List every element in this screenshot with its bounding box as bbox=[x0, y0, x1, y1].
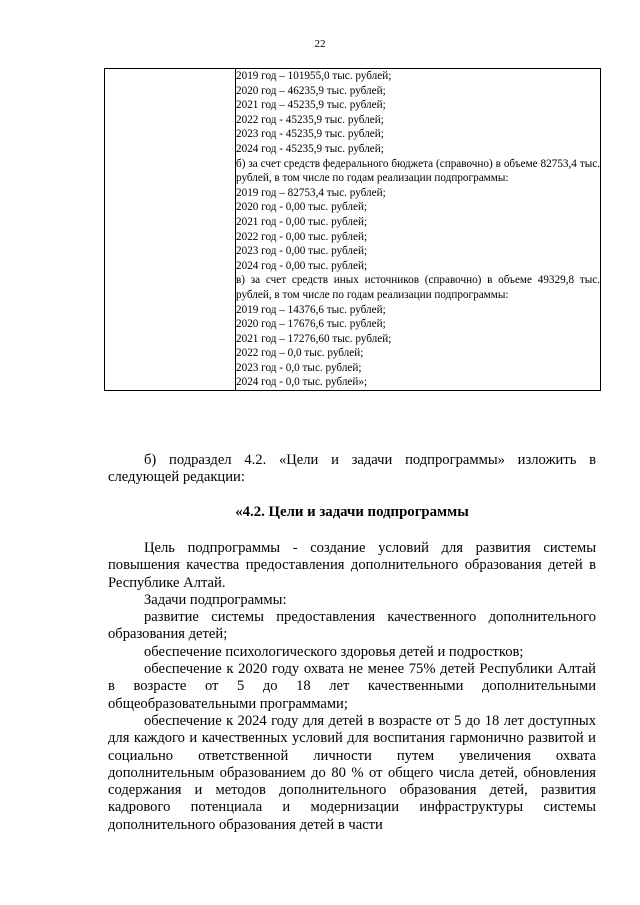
federal-budget-intro: б) за счет средств федерального бюджета (справочно) в объеме 82753,4 тыс. рублей, в том числе по годам реализации подпрограммы: bbox=[236, 157, 600, 185]
funding-line: 2020 год – 17676,6 тыс. рублей; bbox=[236, 318, 386, 331]
funding-line: 2023 год - 45235,9 тыс. рублей; bbox=[236, 128, 384, 141]
page-number: 22 bbox=[314, 38, 326, 50]
tasks-label: Задачи подпрограммы: bbox=[144, 591, 287, 608]
section-heading: «4.2. Цели и задачи подпрограммы bbox=[235, 504, 469, 520]
task-item: развитие системы предоставления качественного дополнительного образования детей; bbox=[108, 609, 596, 643]
other-sources-intro: в) за счет средств иных источников (справочно) в объеме 49329,8 тыс. рублей, в том числе по годам реализации подпрограммы: bbox=[236, 274, 600, 301]
task-item: обеспечение психологического здоровья детей и подростков; bbox=[144, 643, 524, 660]
funding-line: 2024 год - 0,0 тыс. рублей»; bbox=[236, 376, 368, 389]
instruction-paragraph: б) подраздел 4.2. «Цели и задачи подпрограммы» изложить в следующей редакции: bbox=[108, 452, 596, 486]
task-item: обеспечение к 2020 году охвата не менее 75% детей Республики Алтай в возрасте от 5 до 18 лет качественными дополнительными общеобразовательными программами; bbox=[108, 661, 596, 712]
funding-line: 2023 год - 0,00 тыс. рублей; bbox=[236, 245, 368, 258]
funding-line: 2019 год – 101955,0 тыс. рублей; bbox=[236, 70, 392, 82]
funding-line: 2024 год - 0,00 тыс. рублей; bbox=[236, 259, 368, 272]
funding-line: 2022 год - 45235,9 тыс. рублей; bbox=[236, 113, 384, 126]
funding-line: 2021 год – 17276,60 тыс. рублей; bbox=[236, 332, 392, 345]
section-body bbox=[108, 540, 596, 834]
funding-line: 2019 год – 14376,6 тыс. рублей; bbox=[236, 303, 386, 316]
funding-line: 2021 год – 45235,9 тыс. рублей; bbox=[236, 99, 386, 112]
funding-line: 2021 год - 0,00 тыс. рублей; bbox=[236, 215, 368, 228]
funding-line: 2022 год - 0,00 тыс. рублей; bbox=[236, 230, 368, 243]
funding-line: 2023 год - 0,0 тыс. рублей; bbox=[236, 361, 362, 374]
funding-line: 2022 год – 0,0 тыс. рублей; bbox=[236, 347, 364, 360]
table-right-cell bbox=[236, 69, 601, 391]
funding-line: 2024 год - 45235,9 тыс. рублей; bbox=[236, 142, 384, 155]
table-left-cell bbox=[105, 69, 236, 391]
instruction-block bbox=[108, 452, 596, 487]
task-item: обеспечение к 2024 году для детей в возрасте от 5 до 18 лет доступных для каждого и качественных условий для воспитания гармонично развитой и социально ответственной личности путем увеличения охвата дополнительным образованием до 80 % от общего числа детей, обновления содержания и методов дополнительного образования детей, развития кадрового потенциала и модернизации инфраструктуры системы дополнительного образования детей в части bbox=[108, 712, 596, 833]
goal-paragraph: Цель подпрограммы - создание условий для развития системы повышения качества предоставления дополнительного образования детей в Республике Алтай. bbox=[108, 540, 596, 591]
funding-line: 2019 год – 82753,4 тыс. рублей; bbox=[236, 186, 386, 199]
funding-line: 2020 год - 0,00 тыс. рублей; bbox=[236, 201, 368, 214]
funding-line: 2020 год – 46235,9 тыс. рублей; bbox=[236, 84, 386, 97]
funding-table bbox=[104, 68, 601, 391]
